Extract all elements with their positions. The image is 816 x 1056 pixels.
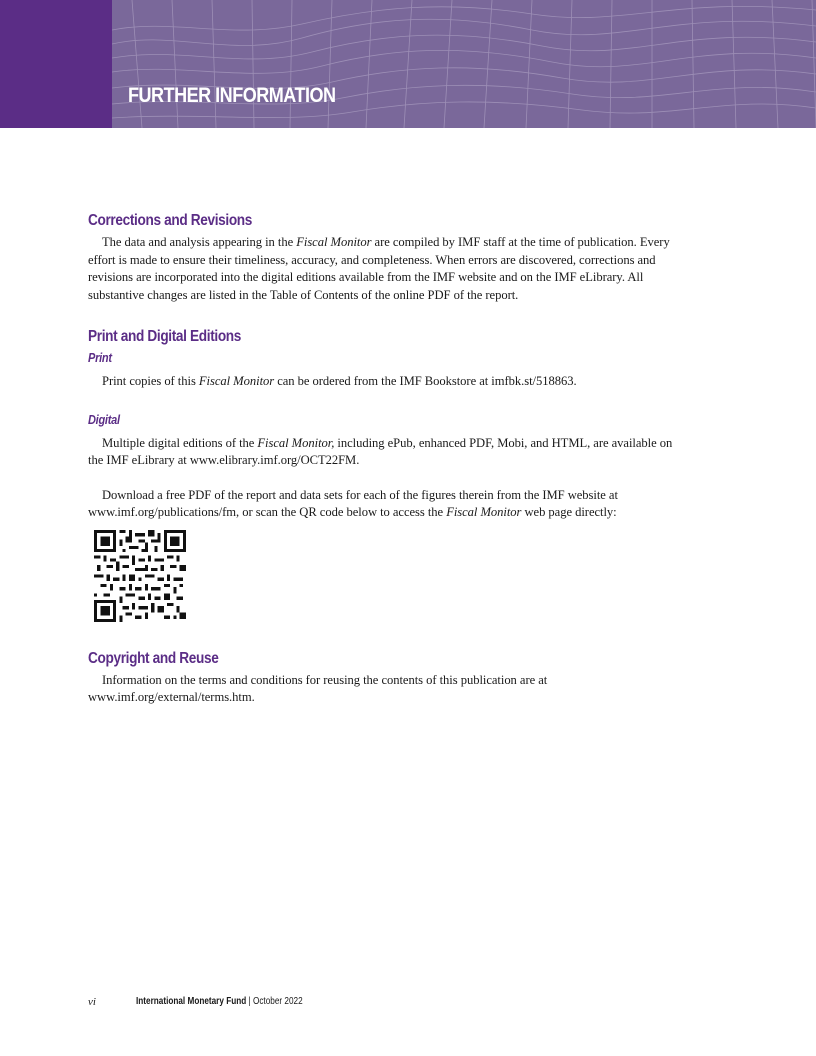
wireframe-terrain-graphic (112, 0, 816, 128)
digital-paragraph-2: Download a free PDF of the report and data sets for each of the figures therein from the IMF website at www.imf.org/publications/fm, or scan the QR code below to access the Fiscal Monitor web page directly: (88, 487, 618, 519)
section-heading-copyright: Copyright and Reuse (88, 649, 219, 667)
subheading-digital: Digital (88, 412, 120, 427)
subheading-print: Print (88, 351, 112, 365)
main-content (88, 210, 688, 707)
section-heading-corrections: Corrections and Revisions (88, 212, 253, 229)
banner-accent-block (0, 0, 112, 128)
qr-code-icon[interactable] (94, 530, 186, 622)
digital-paragraph-1: Multiple digital editions of the Fiscal Monitor, including ePub, enhanced PDF, Mobi, and HTML, are available on the IMF eLibrary at www.elibrary.imf.org/OCT22FM. (88, 435, 673, 467)
page-title: FURTHER INFORMATION (128, 84, 336, 107)
print-paragraph: Print copies of this Fiscal Monitor can be ordered from the IMF Bookstore at imfbk.st/518863. (102, 374, 577, 388)
header-banner (0, 0, 816, 128)
page-footer (88, 996, 303, 1008)
corrections-paragraph: The data and analysis appearing in the Fiscal Monitor are compiled by IMF staff at the time of publication. Every effort is made to ensure their timeliness, accuracy, and completeness. When errors are discovered, corrections and revisions are incorporated into the digital editions available from the IMF website and on the IMF eLibrary. All substantive changes are listed in the Table of Contents of the online PDF of the report. (88, 235, 670, 302)
copyright-paragraph: Information on the terms and conditions for reusing the contents of this publication are at www.imf.org/external/terms.htm. (88, 672, 548, 704)
section-heading-print-digital: Print and Digital Editions (88, 328, 242, 345)
footer-publication: International Monetary Fund | October 2022 (136, 996, 303, 1007)
page-number: vi (88, 996, 96, 1008)
